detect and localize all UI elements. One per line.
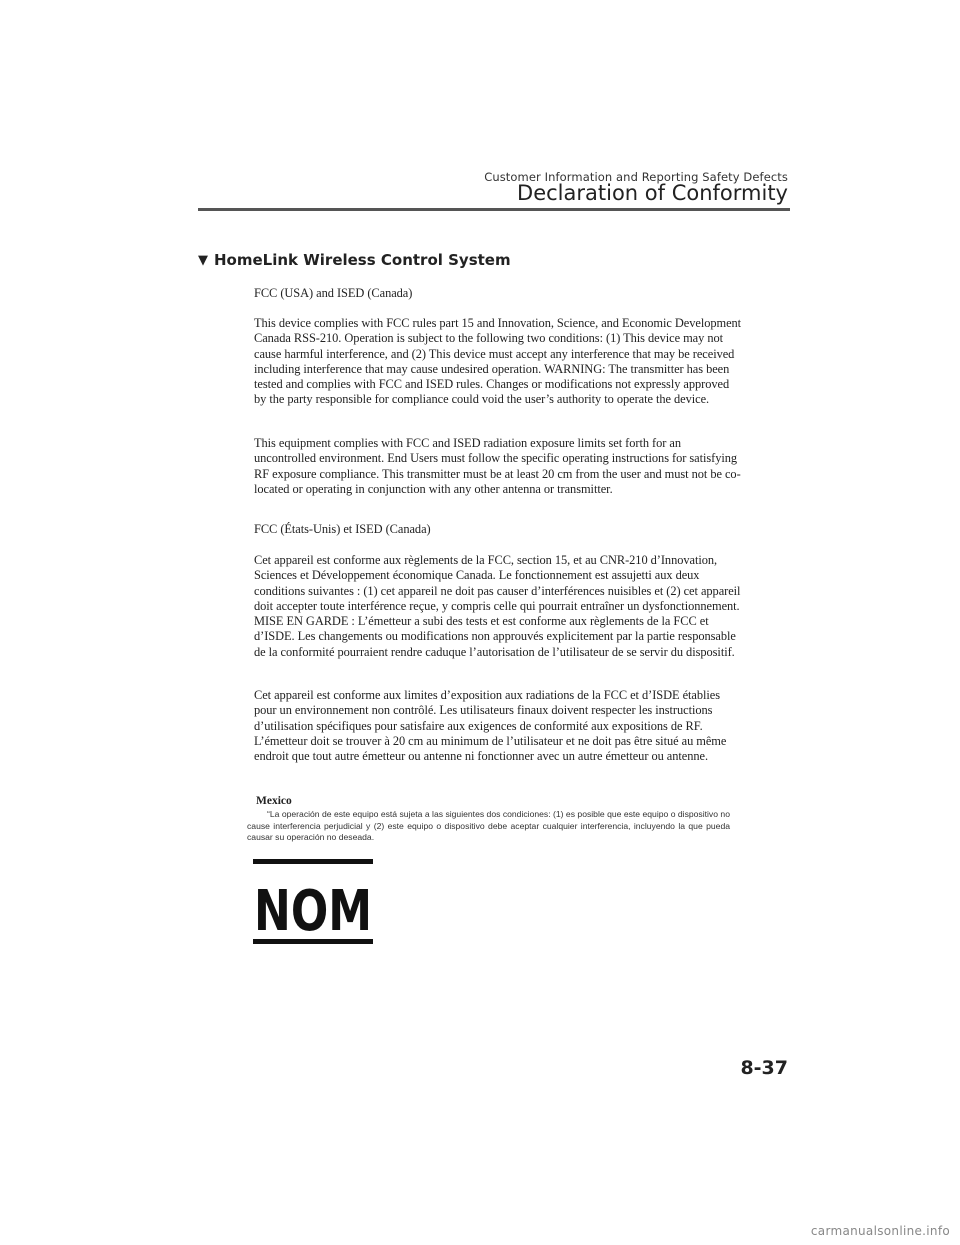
mexico-statement: “La operación de este equipo está sujeta a las siguientes dos condiciones: (1) es posible que este equipo o dispositivo no cause interferencia perjudicial y (2) este equipo o dispositivo debe aceptar cualquier interferencia, incluyendo la que pueda causar su operación no deseada. [247,809,730,842]
section-heading [198,251,511,269]
section-heading-text: HomeLink Wireless Control System [214,251,511,269]
nom-logo [251,855,377,948]
triangle-marker-icon: ▼ [198,252,208,268]
header-divider [198,208,790,211]
mexico-title: Mexico [256,795,292,807]
fcc-usa-paragraph-2: This equipment complies with FCC and ISED radiation exposure limits set forth for an uncontrolled environment. End Users must follow the specific operating instructions for satisfying RF exposure compliance. This transmitter must be at least 20 cm from the user and must not be co-located or operating in conjunction with any other antenna or transmitter. [254,436,741,496]
fcc-fr-paragraph-1: Cet appareil est conforme aux règlements de la FCC, section 15, et au CNR-210 d’Innovation, Sciences et Développement économique Canada. Le fonctionnement est assujetti aux deux conditions suivantes : (1) cet appareil ne doit pas causer d’interférences nuisibles et (2) cet appareil doit accepter toute interférence reçue, y compris celle qui pourrait entraîner un dysfonctionnement. MISE EN GARDE : L’émetteur a subi des tests et est conforme aux règlements de la FCC et d’ISDE. Les changements ou modifications non approuvés explicitement par la partie responsable de la conformité pourraient rendre caduque l’autorisation de l’utilisateur de se servir du dispositif. [254,553,741,659]
page-title: Declaration of Conformity [517,181,788,205]
fcc-fr-paragraph-2: Cet appareil est conforme aux limites d’exposition aux radiations de la FCC et d’ISDE établies pour un environnement non contrôlé. Les utilisateurs finaux doivent respecter les instructions d’utilisation spécifiques pour satisfaire aux exigences de conformité aux expositions de RF. L’émetteur doit se trouver à 20 cm au minimum de l’utilisateur et ne doit pas être situé au même endroit que tout autre émetteur ou antenne ni fonctionner avec un autre émetteur ou antenne. [254,688,727,764]
watermark[interactable]: carmanualsonline.info [810,1224,950,1238]
page-number: 8-37 [740,1057,788,1079]
fcc-fr-title: FCC (États-Unis) et ISED (Canada) [254,522,431,536]
nom-logo-text: NOM [254,879,372,944]
running-header-section: Customer Information and Reporting Safety Defects [484,170,788,184]
fcc-usa-title: FCC (USA) and ISED (Canada) [254,286,413,300]
fcc-usa-paragraph-1: This device complies with FCC rules part 15 and Innovation, Science, and Economic Development Canada RSS-210. Operation is subject to the following two conditions: (1) This device may not cause harmful interference, and (2) This device must accept any interference that may be received including interference that may cause undesired operation. WARNING: The transmitter has been tested and complies with FCC and ISED rules. Changes or modifications not expressly approved by the party responsible for compliance could void the user’s authority to operate the device. [254,316,742,407]
